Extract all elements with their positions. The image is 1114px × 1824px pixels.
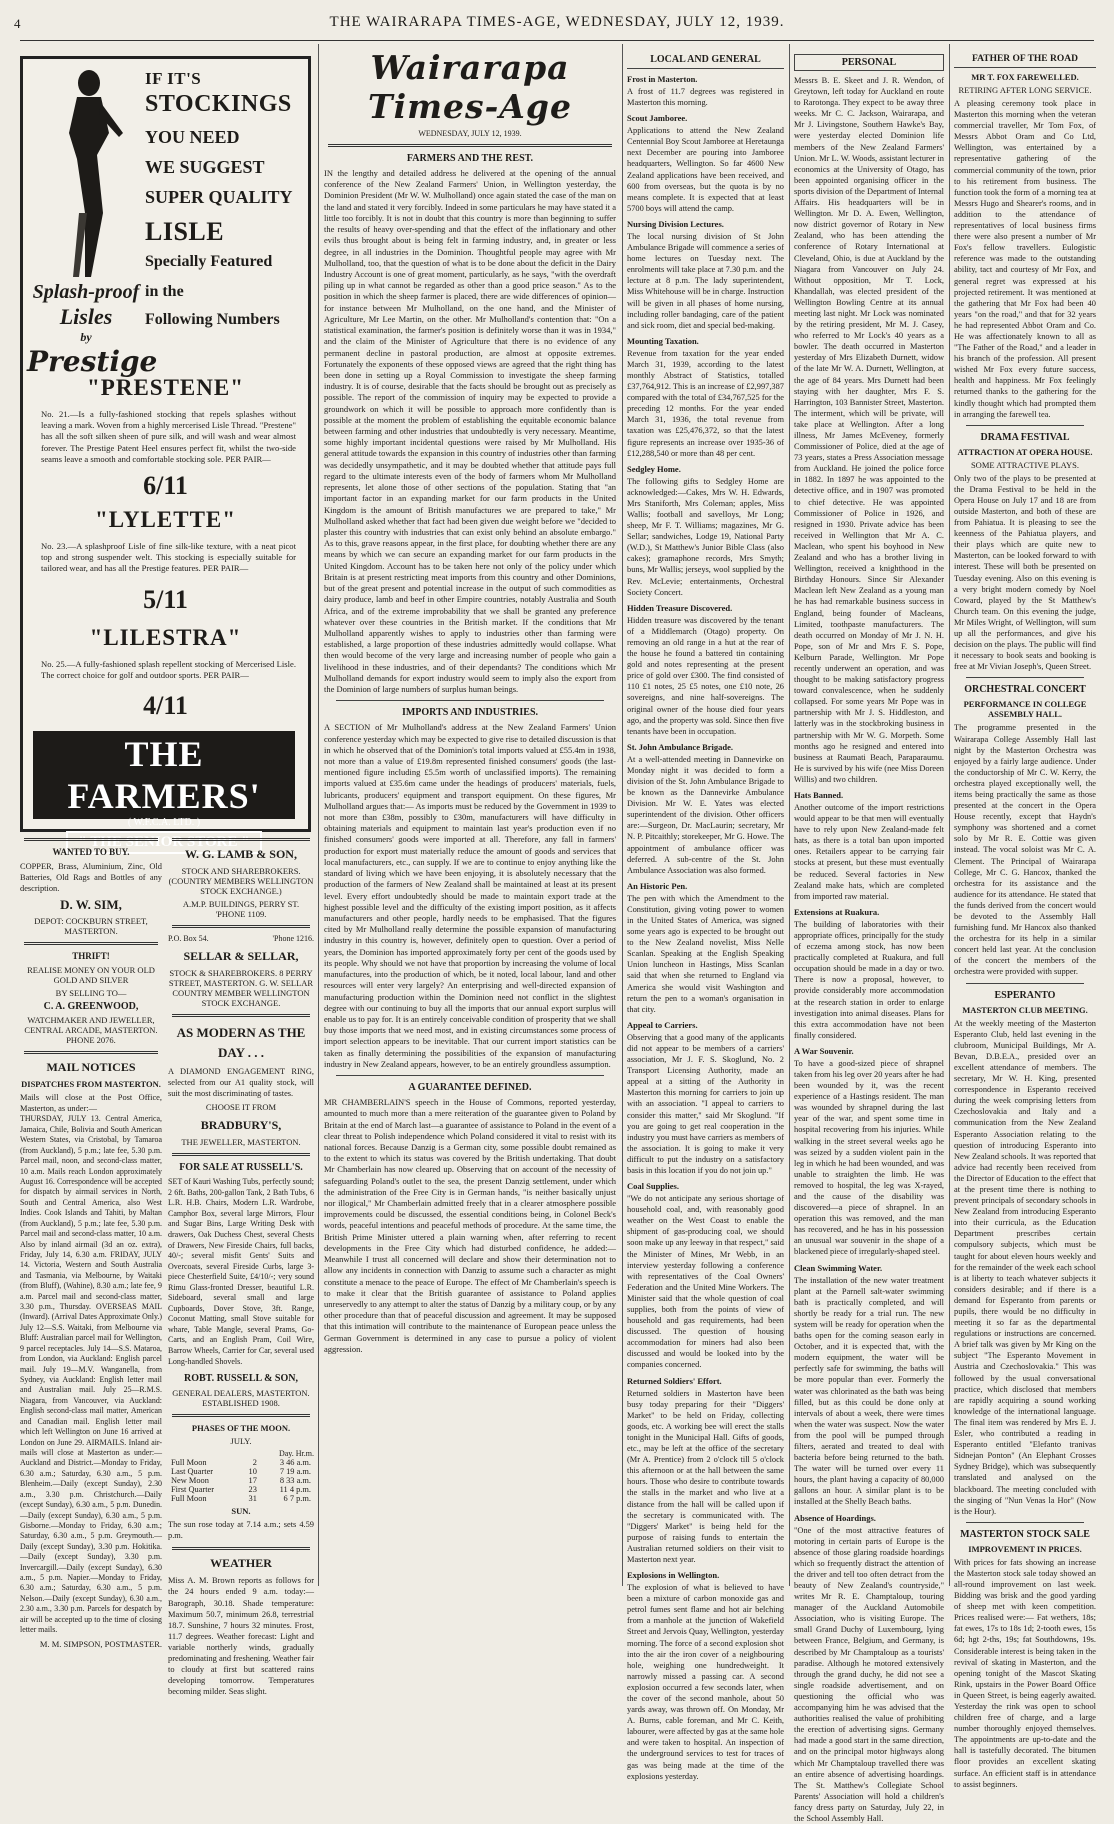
moon-cell: Full Moon [171,1458,207,1468]
moon-cell: 2 [252,1458,257,1468]
stockings-advertisement [20,56,311,850]
editorial-text: A SECTION of Mr Mulholland's address at the New Zealand Farmers' Union conference yesterday which may be expected to give rise to detailed discussion is that in which he observed that of the Dominion's total imports valued at £55.4m in 1938, not more than a value of £19.8m represented finished consumers' goods (the last-mentioned figure including £5.5m worth of unclassified imports). The remaining imports valued at £35.6m came under the headings of producers' materials, fuels, lubricants, producers' equipment and transport equipment. On these figures, Mr Mulholland argues that:— As imports must be reduced by the Government in 1939 to not more than £38m, possibly to £30m, manufacturers will have difficulty in obtaining materials and equipment to maintain last year's production even if no finished consumers' goods were imported at all. Therefore, any fall in farmers' production for export must materially reduce the amount of goods and services that local manufacturers, etc., can supply. If we are to continue to enjoy anything like the standard of living which we have been enjoying, it is absolutely necessary that the production of the farmers of New Zealand shall be maintained at least at its present level. Every effort undoubtedly should be made to maintain export trade at the highest possible level and the difficulty of the existing import position, as it affects manufacturers and other people, hardly needs to be emphasised. That the figures cited by Mr Mulholland really determine the possible expansion of manufacturing industry in this country is, however, definitely open to question. Over a period of years, the Dominion has imported approximately forty per cent of the goods used by its people. Why should we not have that proportion by increasing the volume of local manufactures, into the production of which, be it noted, local labour, land and other resources will enter very largely? An enterprising and well-directed expansion of manufacturing production within the Dominion need not conflict in the slightest degree with our continuing to buy all the imports that our annual export surplus will enable us to pay for. It is an entirely conceivable condition of prosperity that we shall buy those imports that we need most, and in existing circumstances some process of import selection appears to be inevitable. That our current import statistics can be taken as finally determining the possibilities of the expansion of manufacturing industry in New Zealand appears, however, to be an entirely groundless assumption. [324,722,616,1069]
sellar-role: STOCK & SHAREBROKERS. 8 PERRY STREET, MASTERTON. G. W. SELLAR COUNTRY MEMBER WELLINGTON STOCK EXCHANGE. [168,968,314,1008]
product-description: No. 21.—Is a fully-fashioned stocking that repels splashes without leaving a mark. Woven from a highly mercerised Lisle Thread. "Prestene" has all the soft silken sheen of pure silk, and will wash and wear almost forever. The Prestige Patent Heel ensures perfect fit, whilst the two-side seams leave a smooth and comfortable stocking sole. PER PAIR— [41,409,296,464]
news-item-heading: Scout Jamboree. [627,113,688,124]
column-divider [949,44,950,1586]
divider [172,1547,310,1550]
divider [336,700,604,701]
classifieds-column [20,832,162,1649]
news-item-body: Observing that a good many of the applicants did not appear to be members of a carriers' association, Mr J. F. S. Skoglund, No. 2 Transport Licensing Authority, made an appeal at a sitting of the Authority in Masterton this morning for carriers to join up with an association. "I appeal to carriers to consider this matter," said Mr Skoglund. "If you are going to get real cooperation in the industry you must have carriers as members of the association. It is going to make it very difficult to put the industry on a satisfactory basis in this location if you do not join up." [627,1032,784,1175]
store-tagline: " THE SENIOR STORE " [66,831,261,854]
brand-script-line: Splash-proof [32,281,140,303]
jeweller-name: BRADBURY'S, [200,1118,282,1133]
brand-script-line: Lisles [59,304,113,329]
moon-cell: First Quarter [171,1485,215,1495]
newspaper-title: THE WAIRARAPA TIMES-AGE, WEDNESDAY, JULY 12, 1939. [329,14,785,30]
local-items [627,74,784,1782]
moon-cell: 23 [248,1485,257,1495]
sun-body: The sun rose today at 7.14 a.m.; sets 4.59 p.m. [168,1520,314,1541]
section-title: PERSONAL [794,54,944,71]
product-description: No. 25.—A fully-fashioned splash repellent stocking of Mercerised Lisle. The correct choice for golf and outdoor sports. PER PAIR— [41,659,296,681]
thrift-by: BY SELLING TO— [55,988,127,999]
header-rule [20,40,1094,41]
divider [336,1075,604,1076]
news-item-heading: Hats Banned. [794,790,844,800]
ad-line: STOCKINGS [145,91,292,117]
news-item-body: "We do not anticipate any serious shortage of household coal, and, with reasonably good weather on the West Coast to enable the shipment of gas-producing coal, we should soon make up any leeway in that respect," said the Minister of Mines, Mr Webb, in an interview yesterday following a conference with representatives of the Coal Owners' Federation and the United Mine Workers. The Minister said that the whole question of coal supplies, both from the points of view of household and gas requirements, had been discussed. The question of housing accommodation for miners had also been discussed and would be looked into by the companies concerned. [627,1194,784,1370]
divider [172,1414,310,1417]
sale-title: FOR SALE AT RUSSELL'S. [179,1162,303,1174]
column-divider [622,44,623,1586]
news-item-heading: Nursing Division Lectures. [627,218,724,229]
editorial-column [324,48,616,1586]
divider [966,983,1084,984]
divider [24,942,158,945]
product-price: 4/11 [143,691,188,720]
news-item-body: "One of the most attractive features of motoring in certain parts of Europe is the absence of those glaring roadside hoardings which so frequently distract the attention of the driver and tell too often detract from the beauty of New Zealand's countryside," writes Mr R. E. Champtaloup, touring manager of the Auckland Automobile Association, who is visiting Europe. The small Grand Duchy of Luxembourg, lying between France, Belgium, and Germany, is described by Mr Champtaloup as a tourists' paradise. Although he motored extensively through the grand duchy, he did not see a single roadside advertisement, and on questioning the official who was accompanying him he was advised that the authorities realised the value of prohibiting the erection of advertising signs. Germany had made a good start in the same direction, and on the principal motor highways along which Mr Champtaloup travelled there was an entire absence of advertising hoardings. The St. Matthew's Collegiate School Parents' Association will hold a children's fancy dress party on Saturday, July 22, in the School Assembly Hall. [794,1525,944,1823]
moon-cell: Last Quarter [171,1467,214,1477]
moon-head: Day. Hr.m. [278,1449,314,1459]
moon-cell: 31 [248,1494,257,1504]
product-description: No. 23.—A splashproof Lisle of fine silk-like texture, with a neat picot top and strong suspender welt. This stocking is especially suitable for tailored wear, and has all the Prestige features. PER PAIR— [41,541,296,574]
divider [966,1522,1084,1523]
divider [966,677,1084,678]
store-banner [33,731,295,850]
news-item-heading: Extensions at Ruakura. [794,906,880,917]
news-item-heading: Explosions in Wellington. [627,1570,720,1581]
ad-line: IF IT'S [145,69,202,88]
article-heading: MR T. FOX FAREWELLED. [971,72,1079,82]
article-heading: PERFORMANCE IN COLLEGE ASSEMBLY HALL. [963,699,1087,720]
section-title: ORCHESTRAL CONCERT [964,684,1086,696]
product-name: "LYLETTE" [94,507,237,532]
divider [966,425,1084,426]
weather-body: Miss A. M. Brown reports as follows for the 24 hours ended 9 a.m. today:— Barograph, 30.18. Shade temperature: Maximum 50.7, minimum 26.8, terrestrial 18.7. Sunshine, 7 hours 32 minutes. Frost, 11.7 degrees. Weather forecast: Light and variable northerly winds, gradually predominating and freshening. Weather fair to cloudy at first but scattered rains developing tomorrow. Temperatures becoming milder. Seas slight. [168,1576,314,1697]
ad-line: Specially Featured [145,253,273,270]
personal-items [794,790,944,1824]
thrift-name: C. A. GREENWOOD, [43,1001,139,1013]
news-item-heading: Absence of Hoardings. [794,1512,876,1523]
moon-cell: 10 [248,1467,257,1477]
editorial-heading: A GUARANTEE DEFINED. [408,1082,532,1094]
sellar-name: SELLAR & SELLAR, [183,949,299,963]
news-item-body: Returned soldiers in Masterton have been busy today preparing for their "Diggers' Market" to be held on Friday, collecting goods, etc. A working bee will erect the stalls tonight in the Municipal Hall. Gifts of goods, etc., may be left at the office of the secretary (Mr A. Prentice) from 2 o'clock till 5 o'clock this afternoon or at the hall between the same hours. Those who desire to contribute towards the stalls in the market and who live at a distance from the hall will be called upon if the secretary is communicated with. The "Diggers' Market" is being held for the purpose of raising funds to entertain the Australian returned soldiers on their visit to Masterton next year. [627,1388,784,1564]
sun-title: SUN. [231,1506,251,1517]
product-name: "PRESTENE" [87,375,244,400]
russell-sub: GENERAL DEALERS, MASTERTON. ESTABLISHED 1908. [172,1388,310,1409]
news-item-heading: Returned Soldiers' Effort. [627,1375,722,1386]
jeweller-body: A DIAMOND ENGAGEMENT RING, selected from our A1 quality stock, will suit the most discriminating of tastes. [168,1067,314,1099]
news-item-heading: St. John Ambulance Brigade. [627,741,734,752]
divider [172,1014,310,1017]
editorial-dateline: WEDNESDAY, JULY 12, 1939. [418,129,522,138]
moon-cell: 8 33 a.m. [279,1476,311,1486]
weather-title: WEATHER [210,1556,272,1571]
article-heading: MASTERTON CLUB MEETING. [962,1004,1088,1015]
divider [172,838,310,841]
ad-line: WE SUGGEST [145,157,265,177]
lamb-name: W. G. LAMB & SON, [185,847,297,861]
moon-row [168,1458,314,1467]
article-subheading: RETIRING AFTER LONG SERVICE. [958,85,1092,95]
divider [24,838,158,841]
news-item-heading: A War Souvenir. [794,1045,854,1056]
mail-intro: Mails will close at the Post Office, Masterton, as under:— [20,1093,162,1114]
sellar-contact-row [168,934,314,943]
product-price: 6/11 [143,471,188,500]
moon-cell: 17 [248,1476,257,1486]
news-item-heading: Appeal to Carriers. [627,1019,698,1030]
moon-table [168,1458,314,1503]
moon-cell: 3 46 a.m. [279,1458,311,1468]
personal-column [794,48,944,1823]
wanted-title: WANTED TO BUY. [52,847,130,857]
news-item-heading: Mounting Taxation. [627,335,699,346]
editorial-text: IN the lengthy and detailed address he delivered at the opening of the annual conference of the New Zealand Farmers' Union, in Wellington yesterday, the Dominion President (Mr W. W. Mulholland) once again stated the case of the man on the land and stated it very forcibly. Indeed in some particulars he may have stated it a little too forcibly. It is not in doubt that this country is more than beginning to suffer the results of heavy over-spending and that the effect of the inflationary and other evils thus brought about is being felt in farming industry, and, in greater or less degree, in all industries in the Dominion. Thoughtful people may agree with Mr Mulholland, too, that the question of what is to be done about the deficit in the Dairy Industry Account is one of great moment, particularly, as he says, "with the overdraft piling up in what cannot be regarded as other than a good price season." As to the position in which the sheep farmer is placed, there are wide differences of opinion—for instance between Mr Mulholland, on the one hand, and the Minister of Agriculture, Mr Lee Martin, on the other. Mr Mulholland's contention that: "On a statistical examination, the farmer's position is definitely worse than it was in 1934," and the claim of the Minister of Agriculture that there is no evidence of any permanent decline in pastoral production, are almost at opposite extremes. Fortunately the exponents of these opposed views are agreed that the right thing has been done in setting up a Royal Commission to investigate the sheep farming industry. It is of course, desirable that the facts should be brought out as precisely as possible. The report of the commission of inquiry may be expected to provide a groundwork on which it will be possible to approach more confidently than is possible at the moment the problem of establishing the equitable economic balance between farming and other industries that undoubtedly is very necessary. Meantime, some highly important incidental questions were raised by Mr Mulholland. His general attitude towards the expansion in this country of industries other than farming was decidedly unsympathetic, and it may be doubted whether that attitude pays full regard to the ultimate interests even of the body of farmers whom Mr Mulholland represents, let alone those of other sections of the population. Stating that "an important factor in an expanding market for our farm products in the United Kingdom is the amount of British manufactures we are prepared to take," Mr Mulholland asked whether that fact had been given due weight before we "decided to plaster this country with industries that can exist only behind an absolute embargo." As to this, grave reasons appear, in the first place, for doubting whether there are any means by which we can secure an expanding market for our farm products in the United Kingdom. Account has to be taken here not only of the policy under which Britain is at present restricting meat imports from this country and other Dominions, but of the great present and potential increase in the output of such commodities as dairy produce, lamb and beef in other Empire countries, notably Australia and South Africa, and of the extreme improbability that we shall be granted any preference whatever over these countries in the British market. If the conditions that Mr Mulholland apparently wishes to apply to industries other than farming were established, a large proportion of these industries admittedly would collapse. What then would become of the very large and increasing number of people who gain a livelihood in these industries, and of their dependants? The conditions which Mr Mulholland demands for export industry would seem to imply also the export from the Dominion of large numbers of surplus human beings. [324,168,616,695]
editorial-heading: IMPORTS AND INDUSTRIES. [401,707,539,719]
product-name: "LILESTRA" [89,625,242,650]
divider [172,1153,310,1156]
column-divider [318,44,319,1586]
thrift-body: REALISE MONEY ON YOUR OLD GOLD AND SILVER [27,965,155,986]
right-column [954,48,1096,1789]
mail-title: MAIL NOTICES [46,1060,136,1075]
ad-line: LISLE [145,217,225,246]
mail-sign: M. M. SIMPSON, POSTMASTER. [39,1638,162,1649]
lamb-role: STOCK AND SHAREBROKERS. (COUNTRY MEMBERS WELLINGTON STOCK EXCHANGE.) [168,866,314,896]
moon-row [168,1494,314,1503]
news-item-body: The following gifts to Sedgley Home are acknowledged:—Cakes, Mrs W. H. Edwards, Mrs Staniforth, Mrs Coleman; apples, Miss Wallis; football and savelloys, Mr Long; sheep, Mr F. T. Williams; magazines, Mr G. Sellar; sandwiches, Lodge 19, National Party (W.D.), St Matthew's Junior Bible Class (also cakes); gramaphone records, Mrs Smyth; buns, Mr Wallis; jerseys, wool supplied by the Rev. McLevie; entertainments, Orchestral Society Concert. [627,476,784,597]
article-heading: ATTRACTION AT OPERA HOUSE. [957,446,1093,457]
news-item-body: The installation of the new water treatment plant at the Parnell salt-water swimming bath is practically completed, and will shortly be ready for a trial run. The new system will be ready for operation when the baths open for the coming season early in October, and it is expected that, with the modern equipment, the water will be perfectly safe for swimming, the baths will be more popular than ever. Formerly the water was chlorinated as the bath was being filled, but as this could be done only at intervals of about a week, there were times when the water was suspect. Now the water from the pool will be pumped through filters, aerated and treated to deal with bacteria before being returned to the bath. The water will be turned over every 11 hours, the plant having a capacity of 80,000 gallons an hour. A similar plant is to be installed at the Shelly Beach baths. [794,1275,944,1507]
news-item-body: Another outcome of the import restrictions would appear to be that men will eventually have to rely upon New Zealand-made felt hats, as there is a total ban upon imported ones. Retailers appear to be carrying fair stocks at present, but these must eventually be reduced. Several factories in New Zealand make hats, which are completed from imported raw material. [794,803,944,901]
news-item-body: Hidden treasure was discovered by the tenant of a Middlemarch (Otago) property. On removing an old range in a hut at the rear of the house he found a battered tin containing gold and notes representing at the present price of gold over £300. The find consisted of 110 £1 notes, 25 £5 notes, one £10 note, 26 sovereigns, and nine half-sovereigns. The original owner of the house died four years ago, and the property was sold. Since then five tenants have been in occupation. [627,615,784,736]
brand-logo: Prestige [27,345,158,378]
sellar-phone: 'Phone 1216. [272,934,314,943]
thrift-role: WATCHMAKER AND JEWELLER, CENTRAL ARCADE, MASTERTON. PHONE 2076. [24,1015,158,1046]
wanted-address: DEPOT: COCKBURN STREET, MASTERTON. [34,916,148,937]
store-org: ( W.F.C.A. LTD. ) [127,817,201,828]
wanted-body: COPPER, Brass, Aluminium, Zinc, Old Batteries, Old Rags and Bottles of any description. [20,862,162,894]
news-item-body: Revenue from taxation for the year ended March 31, 1939, according to the latest monthly Abstract of Statistics, totalled £37,764,912. This is an increase of £2,997,387 compared with the total of £34,767,525 for the preceding 12 months. For the year ended March 31, 1936, the total revenue from taxation was £25,476,372, so that the latest figure represents an increase over 1935-36 of £12,288,540 or more than 48 per cent. [627,348,784,458]
jeweller-choose: CHOOSE IT FROM [205,1102,277,1113]
mail-subtitle: DISPATCHES FROM MASTERTON. [21,1079,161,1090]
ad-line: Following Numbers [145,311,280,328]
russell-name: ROBT. RUSSELL & SON, [183,1373,298,1385]
moon-cell: New Moon [171,1476,209,1486]
thrift-title: THRIFT! [72,951,110,962]
ad-line: SUPER QUALITY [145,187,293,207]
woman-figure-illustration [39,63,135,283]
sellar-box: P.O. Box 54. [168,934,209,943]
moon-title: PHASES OF THE MOON. [191,1423,291,1434]
section-title: MASTERTON STOCK SALE [960,1528,1090,1540]
news-item-body: Applications to attend the New Zealand Centennial Boy Scout Jamboree at Heretaunga next December are pouring into Jamboree headquarters, Wellington. So far 4600 New Zealand applications have been received, and 600 from overseas, but the quota is by no means complete. It is expected that at least 5700 boys will attend the camp. [627,126,784,213]
news-item-heading: Coal Supplies. [627,1181,679,1192]
mail-body: THURSDAY, JULY 13. Central America, Jamaica, Chile, Bolivia and South American Western States, via Cristobal, by Tamaroa (from Auckland), 5 p.m.; late fee, 5.30 p.m. Parcel mail, noon, and second-class matter, 10 a.m. Mails reach London approximately August 16. Correspondence will be accepted for dispatch by airmail services in North, South and Central America, also West Indies. Cook Islands and Tahiti, by Maltan (from Auckland), 5 p.m.; late fee, 5.30 p.m. Parcel mail and second-class matter, 10 a.m. Also by inland airmail (3d an oz. extra), Friday, July 14, 6.30 a.m. FRIDAY, JULY 14. Victoria, Western and South Australia and Tasmania, via Melbourne, by Waitaki (from Bluff), (Wahine), 8.30 a.m.; late fee, 9 a.m. Parcel mail and second-class matter, 3.30 p.m., Thursday. OVERSEAS MAIL (Inward). (Arrival Dates Approximate Only.) July 12—S.S. Waitaki, from Melbourne via Bluff: Australian parcel mail for Wellington, 9 parcel receptacles. July 14—S.S. Mataroa, from London, via Auckland: English parcel mail. July 19—M.V. Wanganella, from Sydney, via Auckland: English letter mail and Australian mail. July 25—R.M.S. Niagara, from Vancouver, via Auckland: English second-class mail matter, American and Canadian mail. English letter mail which left Wellington on June 16 arrived at London on June 29. AIRMAILS. Inland air-mails will close at Masterton as under:— Auckland and District.—Monday to Friday, 6.30 a.m.; Saturday, 6.30 a.m., 5 p.m. Blenheim.—Daily (except Sunday), 2.30 a.m., 3.30 p.m. Christchurch.—Daily (except Sunday), 6.30 a.m., 5 p.m. Dunedin.—Daily (except Sunday), 6.30 a.m., 5 p.m. Gisborne.—Monday to Friday, 6.30 a.m.; Saturday, 6.30 a.m., 5 p.m. Greymouth.—Daily (except Sunday), 3.30 p.m. Hokitika.—Daily (except Sunday), 3.30 p.m. Invercargill.—Daily (except Sunday), 6.30 a.m., 5 p.m. Napier.—Monday to Friday, 6.30 a.m.; Saturday, 6.30 a.m., 5 p.m. Nelson.—Daily (except Sunday), 6.30 a.m., 2.30 a.m., 3.30 p.m. Parcels for despatch by air will be accepted up to the time of closing letter mails. [20,1114,162,1635]
divider [24,1051,158,1054]
article-body: The programme presented in the Wairarapa College Assembly Hall last night by the Masterton Orchestra was enjoyed by a fairly large audience. Under the conductorship of Mr C. W. Kerry, the orchestra played exceptionally well, the items being practically the same as those presented at the concert in the Opera House recently, except that Haydn's symphony was shortened and a cornet solo by Mr R. E. Cottie was given instead. The vocal soloist was Mr C. A. Clement. The Principal of Wairarapa College, Mr C. G. Hancox, thanked the orchestra for its assistance and the audience for its attendance. He stated that the funds derived from the concert would be devoted to the Assembly Hall furnishing fund. Mr Hancox also thanked the orchestra for its help in a similar concert held last year. At the conclusion of the concert the members of the orchestra were provided with supper. [954,723,1096,977]
news-item-body: The local nursing division of St John Ambulance Brigade will commence a series of home lectures on Tuesday next. The enrolments will take place at 7.30 p.m. and the lecture at 8 p.m. The lady superintendent, Miss Whitehouse will be in charge. Instruction will be given in all phases of home nursing, including roller bandaging, care of the patient and sick room, diet and special bed-making. [627,231,784,330]
classifieds-column [168,832,314,1697]
product-price: 5/11 [143,585,188,614]
divider [172,925,310,928]
page-number: 4 [14,16,21,31]
article-subheading: SOME ATTRACTIVE PLAYS. [970,459,1080,470]
article-body: Only two of the plays to be presented at the Drama Festival to be held in the Opera House on July 17 and 18 are from outside Masterton, and both of these are from Pahiatua. It is pleasing to see the keenness of the Pahiatua players, and their plays which are quite new to Masterton, can be looked forward to with interest. These will both be presented on Tuesday evening. Also on this evening is a very bright modern comedy by Noel Coward, played by the St Matthew's Church team. On this evening the judge, Mr Miles Wright, of Wellington, will sum up all the performances, and give his decision on the plays. The public will find it necessary to book seats and booking is free at Mr Vivian Joseph's, Queen Street. [954,473,1096,672]
divider [328,144,612,147]
jeweller-headline: AS MODERN AS THE DAY . . . [176,1025,306,1060]
news-item-heading: An Historic Pen. [627,880,688,891]
news-item-body: To have a good-sized piece of shrapnel taken from his leg over 20 years after he had been wounded by it, was the recent experience of a Hastings resident. The man was wounded by shrapnel during the last year of the war, and spent some time in hospital recovering from his injuries. While walking in the street several weeks ago he was seized by a sudden violent pain in the leg in which he had been wounded, and was unable to straighten the limb. He was removed to hospital, the leg was X-rayed, and the cause of the disability was discovered—a piece of shrapnel. In an operation this was removed, and the man has recovered, and he has in his possession an unusual war souvenir in the shape of a blackened piece of irregularly-shaped steel. [794,1058,944,1257]
moon-row [168,1467,314,1476]
news-item-body: The pen with which the Amendment to the Constitution, giving voting power to women in the United States of America, was signed some years ago is expected to be brought out to the New Zealand novelist, Miss Nelle Scanlan. Speaking at the English Speaking Union luncheon in Hastings, Miss Scanlan said that when she returned to England via America she would visit Washington and return the pen to a woman's organisation in that city. [627,893,784,1014]
section-title: ESPERANTO [994,989,1056,1001]
article-body: A pleasing ceremony took place in Masterton this morning when the veteran commercial traveller, Mr Tom Fox, of Messrs Abbot Oram and Co Ltd, Wellington, was entertained by a representative gathering of the commercial community of the town, prior to his retirement from business. The function took the form of a morning tea at Messrs Hugo and Shearer's rooms, and in addition to the attendance of representatives of local business firms there were also present a number of Mr Fox's fellow travellers. Eulogistic reference was made to the outstanding ability, tact and courtesy of Mr Fox, and general regret was expressed at his projected retirement. It was mentioned at the gathering that Mr Fox had been 40 years "on the road," and that for 32 years he had represented Abbot Oram and Co. He was affectionately known to all as "The Father of the Road," and a leader in his branch of the profession. All present wished Mr Fox every future success, health and happiness. Mr Fox feelingly returned thanks to the gathering for the kindly thought which had prompted them in arranging the farewell tea. [954,99,1096,419]
news-item-heading: Hidden Treasure Discovered. [627,602,733,613]
news-item-body: The building of laboratories with their appropriate offices, principally for the study of eczema among stock, has now been practically completed at Ruakura, and full occupation should be made in a day or two. There is now a proposal, however, to provide considerably more accommodation at the research station in order to enlarge investigation into animal diseases. Plans for this extra accommodation have not been finally considered. [794,919,944,1040]
moon-row [168,1485,314,1494]
column-divider [789,44,790,1586]
wanted-name: D. W. SIM, [60,897,122,913]
section-title: FATHER OF THE ROAD [954,54,1096,68]
editorial-text: MR CHAMBERLAIN'S speech in the House of Commons, reported yesterday, amounted to much more than a mere reiteration of the guarantee given to Poland by Britain at the end of March last—a guarantee of assistance to Poland in the event of a clear threat to Polish independence which Poland considered it vital to resist with its national forces. Because Danzig is a German city, some possible doubt remained as to the extent to which its status was covered by the British undertaking. That doubt Mr Chamberlain has now cleared up. Observing that on account of the necessity of safeguarding Poland's outlet to the sea, the present Danzig settlement, under which the administration of the Free City is in German hands, "is neither basically unjust nor illogical," Mr Chamberlain admitted freely that in a clearer atmosphere possible improvements could be discussed, the essential conditions being, in Colonel Beck's words, peaceful intentions and peaceful methods of procedure. At the same time, the British Prime Minister uttered a plain warning when, after referring to recent developments in the Free City which had disturbed confidence, he added:— Meanwhile I trust all concerned will declare and show their determination not to allow any incidents in connection with Danzig to assume such a character as might constitute a menace to the peace of Europe. The effect of Mr Chamberlain's speech is to make it clear that the British guarantee of assistance to Poland applies unreservedly to any attempt to alter the status of Danzig by a military coup, or by any other procedure than that of peaceful discussion and agreement. It may be supposed that this intimation will contribute to the maintenance of European peace unless the German Government is determined in any case to pursue a policy of violent aggression. [324,1097,616,1354]
article-body: With prices for fats showing an increase the Masterton stock sale today showed an all-round improvement on last week. Bidding was brisk and the good yarding of sheep met with keen competition. Prices realised were:— Fat wethers, 18s; fat ewes, 17s to 18s 1d; 2-tooth ewes, 15s 6d; hgt 2-ths, 19s; fat Southdowns, 19s. Considerable interest is being taken in the revival of skating in Masterton, and the opening tonight of the Mascot Skating Rink, upstairs in the Power Board Office in Queen Street, is being eagerly awaited. Yesterday the rink was open to school children free of charge, and a large number thoroughly enjoyed themselves. The appointments are up-to-date and the hall is tastefully decorated. The bitumen floor provides an excellent skating surface. An efficient staff is in attendance to assist beginners. [954,1557,1096,1789]
moon-cell: 7 19 a.m. [279,1467,311,1477]
news-item-heading: Frost in Masterton. [627,74,698,84]
ad-line: in the [145,283,184,300]
masthead: Wairarapa Times-Age [368,48,572,126]
section-title: DRAMA FESTIVAL [980,431,1070,443]
brand-script [27,281,158,378]
moon-row [168,1476,314,1485]
lamb-address: A.M.P. BUILDINGS, PERRY ST. 'PHONE 1109. [182,899,300,919]
news-item-body: The explosion of what is believed to have been a mixture of carbon monoxide gas and petrol fumes sent flame and hot air belching from a manhole at the junction of Wakefield Street and Jervois Quay, Wellington, yesterday morning. The force of a second explosion shot into the air the iron cover of a neighbouring hole, weighing one hundredweight. It narrowly missed a passing car. A second explosion occurred a few seconds later, when the cover of the second manhole, about 50 yards away, was thrown off. On Monday, Mr A. Burns, cable foreman, and Mr C. Keith, labourer, were affected by gas at the same hole and were taken to hospital. An inspection of the underground services to test for traces of gas was being made at the time of the explosions yesterday. [627,1583,784,1781]
news-item-body: A frost of 11.7 degrees was registered in Masterton this morning. [627,87,784,108]
editorial-heading: FARMERS AND THE REST. [406,153,534,164]
moon-cell: 6 7 p.m. [283,1494,311,1504]
brand-script-line: by [80,330,92,344]
sale-body: SET of Kauri Washing Tubs, perfectly sound; 2 6ft. Baths, 200-gallon Tank, 2 Bath Tubs, 6 L.R. H.B. Chairs, Modern L.R. Wardrobe, Camphor Box, several large Mirrors, Flour and Sugar Bins, Large Writing Desk with drawers, Oak Duchess Chest, several Chests of Drawers, New Fireside Chairs, full backs, 40/-; several misfit Gents' Suits and Overcoats, several Fireside Curbs, large 3-piece Chesterfield Suite, £4/10/-; very sound Rimu Glass-fronted Dresser, beautiful L.R. Sideboard, several small and large Cupboards, Dover Stove, 3ft. Range, Coconut Matting, small Stove suitable for whare, Table Mangle, several Prams, Go-Carts, and an English Pram, Coil Wire, Barrow Wheels, Carrier for Car, several used Long-handled Shovels. [168,1177,314,1366]
jeweller-sub: THE JEWELLER, MASTERTON. [181,1137,301,1148]
local-general-column [627,48,784,1781]
news-item-body: At a well-attended meeting in Dannevirke on Monday night it was decided to form a division of the St. John Ambulance Brigade to be known as the Dannevirke Ambulance Division. Mr W. E. Yates was elected superintendent of the division. Other officers are:—Surgeon, Dr. MacLaurin; secretary, Mr N. P. Pitcaithly; storekeeper, Mr G. Howe. The appointment of ambulance officer was deferred. A sub-centre of the St. John Ambulance Association was also formed. [627,754,784,875]
page-header [0,0,1114,44]
store-name: THE FARMERS' [67,734,261,816]
news-item-heading: Sedgley Home. [627,463,681,474]
article-body: At the weekly meeting of the Masterton Esperanto Club, held last evening in the clubroom, Municipal Buildings, Mr A. Bevan, D.B.E.A., presided over an excellent attendance of members. The secretary, Mr W. H. King, presented correspondence in Esperanto received during the week comprising letters from Czechoslovakia and Italy and a communication from the New Zealand Esperanto Association relating to the question of introducing Esperanto into New Zealand schools. It was reported that advice had recently been received from the Director of Education to the effect that at the present time there is nothing to prevent principals of secondary schools in New Zealand from introducing Esperanto into their curricula, as the Education Department prescribes certain compulsory subjects, which must be taught for about eleven hours weekly and for the remainder of the week each school is at liberty to teach whatever subjects it considers desirable; and if there is a demand for Esperanto from parents or pupils, there would be no difficulty in meeting it so far as the departmental regulations or instructions are concerned. A brief talk was given by Mr King on the subject "The Esperanto Movement in Austria and Czechoslovakia." This was followed by the usual conversational practice, which disclosed that members are rapidly acquiring a sound working knowledge of the international language. The final item was rendered by Mrs E. J. Esler, who contributed a reading in Esperanto entitled "Elefanto tranivas Sidnejan Ponton" (An Elephant Crosses Sydney Bridge), which was subsequently translated and analysed on the blackboard. The meeting concluded with the singing of "Nun Venas la Hor" (Now is the Hour). [954,1018,1096,1516]
moon-cell: 11 4 p.m. [279,1485,311,1495]
article-heading: IMPROVEMENT IN PRICES. [968,1543,1082,1554]
moon-cell: Full Moon [171,1494,207,1504]
personal-body: Messrs B. E. Skeet and J. R. Wendon, of Greytown, left today for Auckland en route to Rarotonga. They expect to be away three weeks. Mr C. C. Jackson, Wairarapa, and Mr J. Livingstone, Southern Hawke's Bay, were yesterday elected Dominion life members of the New Zealand Farmers' Union. Mr L. W. Woods, assistant lecturer in economics at the University of Otago, has been appointed organising officer in the sports division of the Department of Internal Affairs. His headquarters will be in Wellington. Mr D. A. Ewen, Wellington, now district governor of Rotary in New Zealand, who has been attending the conference of Rotary International at Cleveland, Ohio, is due at Auckland by the Niagara from Vancouver on July 24. Without opposition, Mr T. Lock, Khandallah, was elected president of the Wellington Bowling Centre at its annual meeting last night. Mr Lock was nominated by the retiring president, Mr M. J. Casey, who referred to Mr Lock's 40 years as a bowler. The death occurred in Masterton yesterday of Mrs Elizabeth Durnett, widow of the late Mr W. A. Durnett, Wellington, at the age of 84 years. Mrs Durnett had been staying with her daughter, Mrs F. S. Harrington, 103 Bannister Street, Masterton. The interment, which will be private, will take place at Wellington. After a long illness, Mr James McEveney, formerly Commissioner of Police, died at the age of 73 years, states a Press Association message from Auckland. He joined the police force in 1882. In 1897 he was appointed to the detective office, and in 1907 was promoted to chief detective. He was appointed Commissioner of Police in 1926, and resigned in 1930. Private advice has been received in Wellington that Mr A. C. Maclean, who spent his boyhood in New Zealand and who has a brother living in Wellington, received a knighthood in the Birthday Honours. Since Sir Alexander Maclean left New Zealand as a young man he has had remarkable business success in England, being founder of Macleans, Limited, toothpaste manufacturers. The death occurred on Monday of Mr J. N. H. Pope, son of Mr and Mrs F. S. Pope, Kelburn Parade, Wellington. Mr Pope recently underwent an operation, and was thought to be making satisfactory progress toward convalescence, when he suddenly collapsed. For some years Mr Pope was in partnership with Mr J. S. Hiddleston, and latterly was in the stockbroking business in partnership with Mr W. G. Morpeth. Some months ago he resigned and entered into business at Raumati Beach, Paraparaumu. He is survived by his wife (nee Miss Doreen Willis) and two children. [794,76,944,784]
section-title: LOCAL AND GENERAL [627,54,784,69]
news-item-heading: Clean Swimming Water. [794,1262,883,1273]
ad-line: YOU NEED [145,127,240,147]
moon-month: JULY. [230,1436,252,1447]
